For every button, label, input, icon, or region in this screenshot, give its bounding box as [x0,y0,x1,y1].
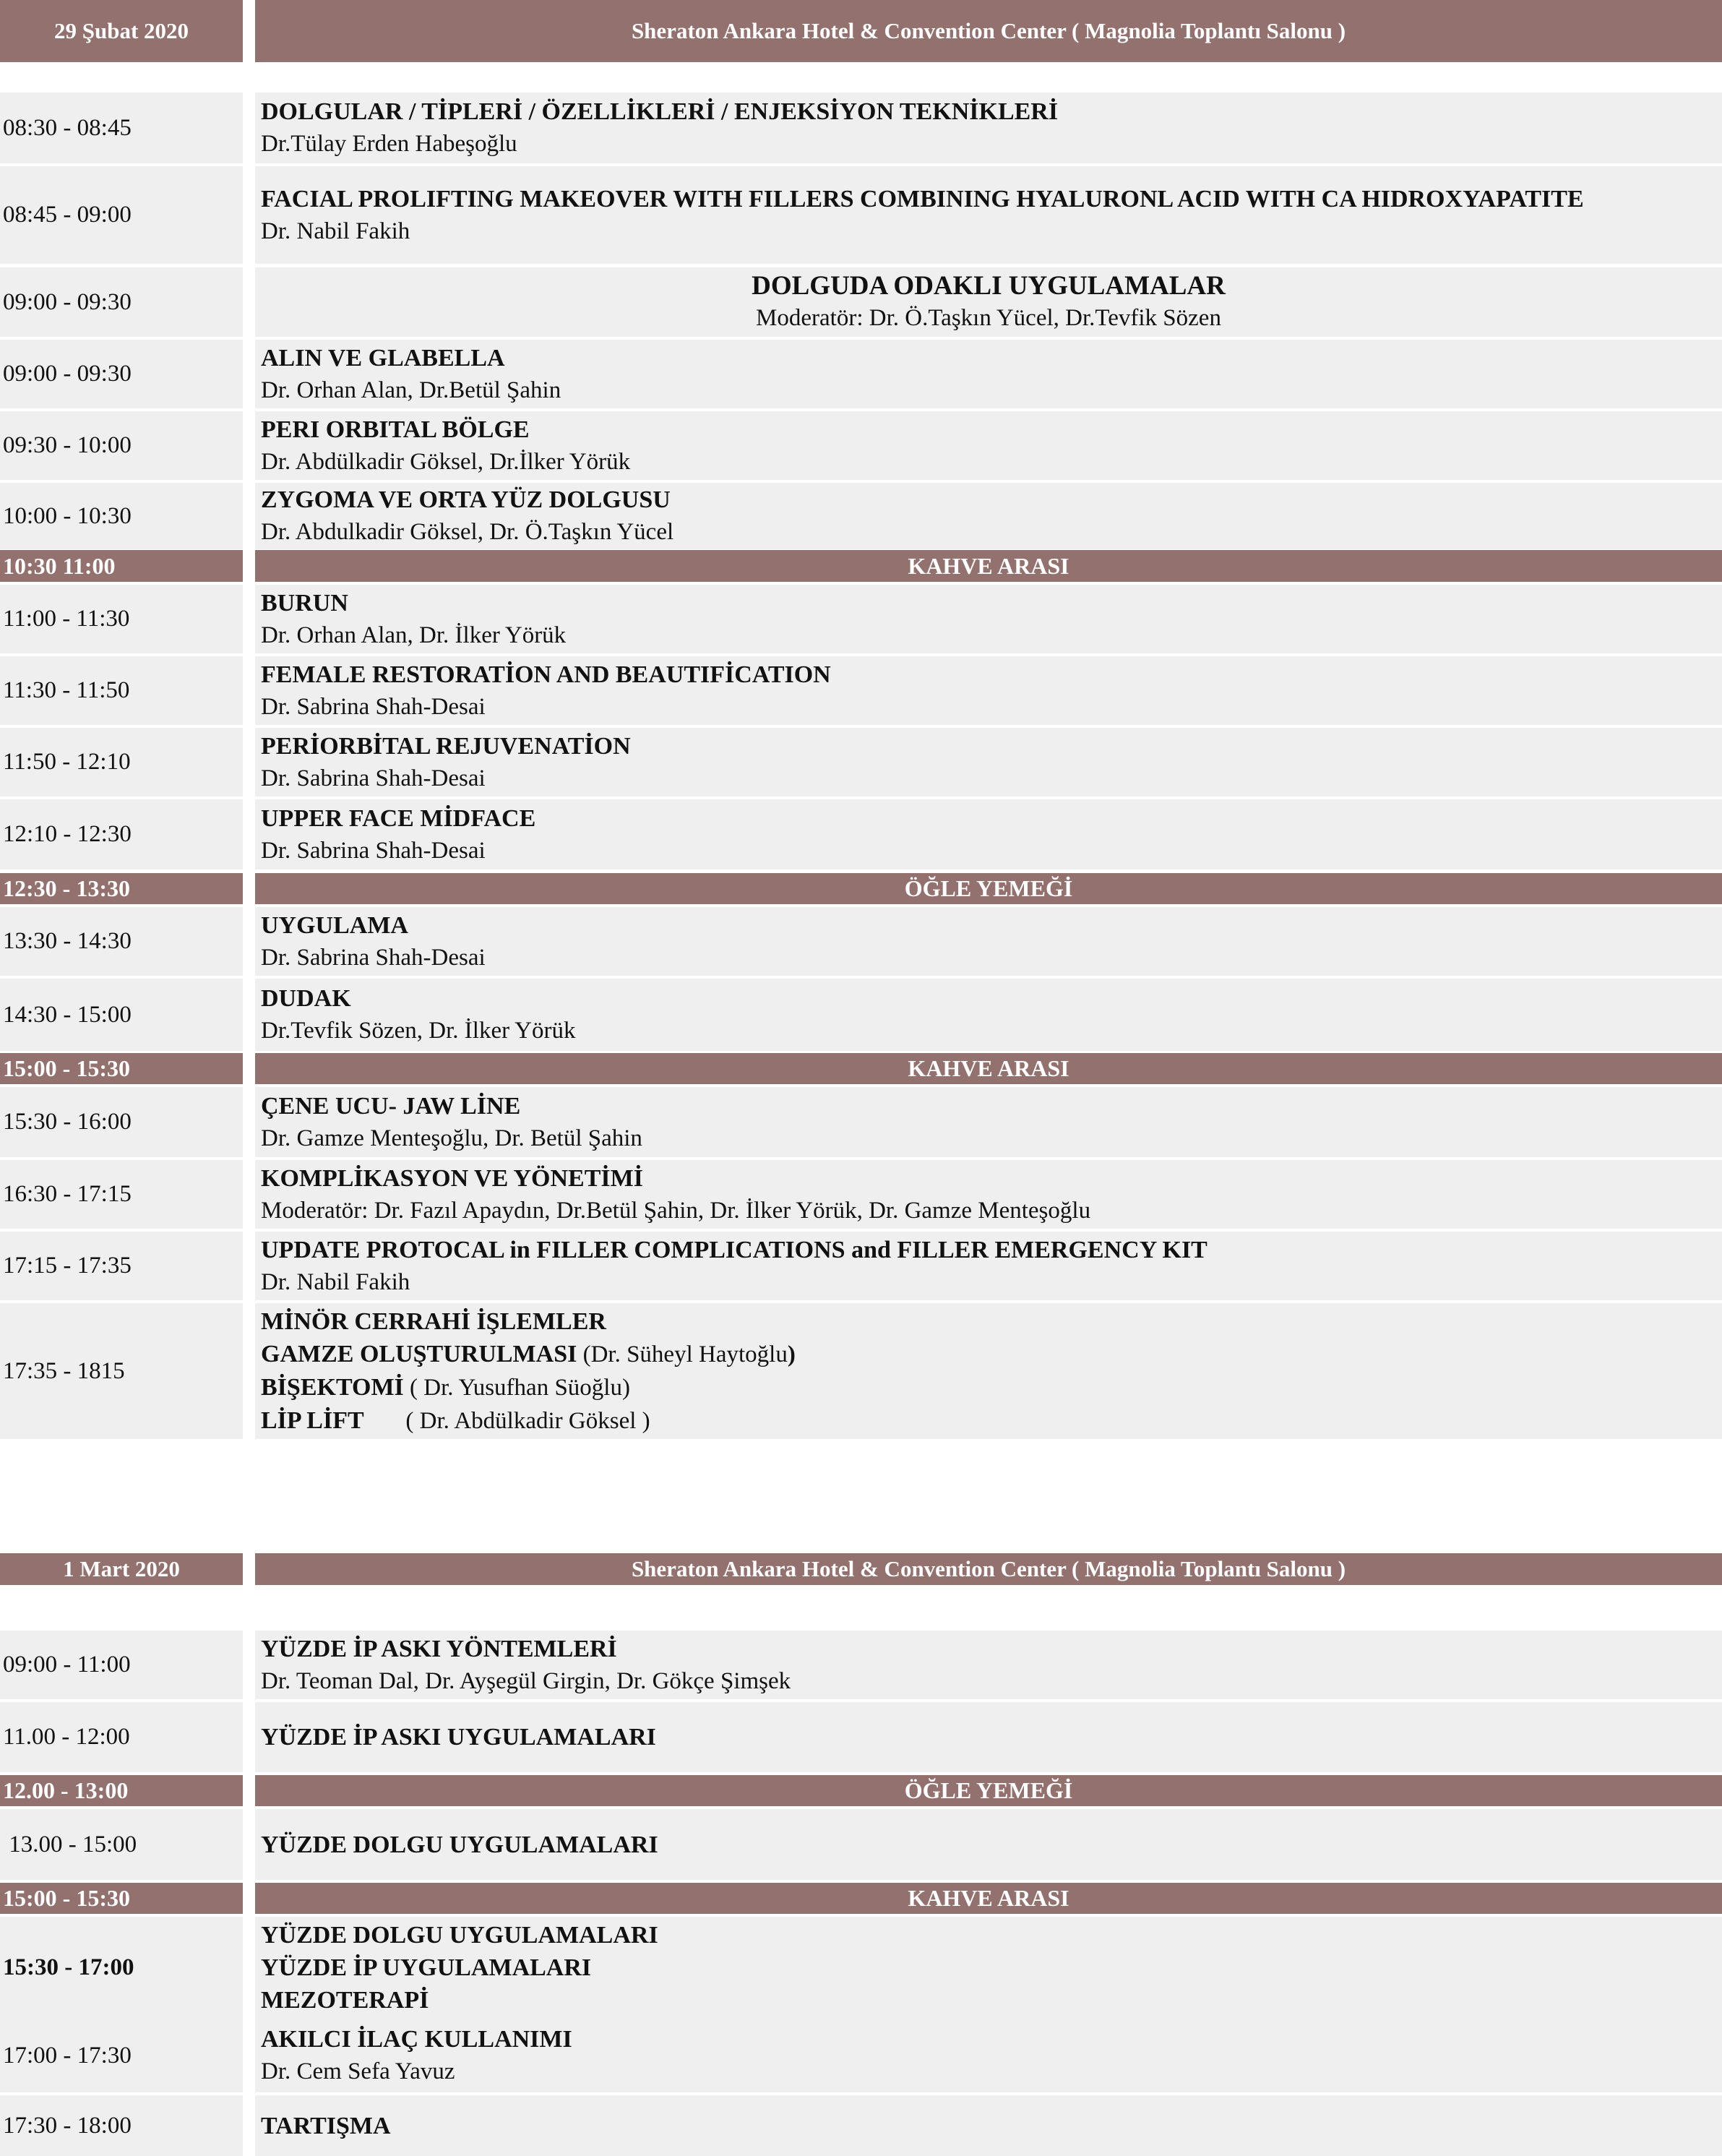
procedure-name: BİŞEKTOMİ [261,1373,404,1401]
session-title: MİNÖR CERRAHİ İŞLEMLER [261,1307,606,1335]
procedure-speaker: ( Dr. Abdülkadir Göksel ) [363,1407,650,1434]
row-content [255,2095,1722,2156]
session-title: UPPER FACE MİDFACE [261,804,536,832]
session-title: DOLGULAR / TİPLERİ / ÖZELLİKLERİ / ENJEKSİYON TEKNİKLERİ [261,98,1059,125]
schedule-row [0,166,1722,264]
row-content [255,656,1722,725]
session-speakers: Dr. Gamze Menteşoğlu, Dr. Betül Şahin [261,1125,642,1151]
section-moderators: Moderatör: Dr. Ö.Taşkın Yücel, Dr.Tevfik Sözen [756,305,1221,331]
row-time: 09:00 - 09:30 [0,267,243,337]
procedure-name: LİP LİFT [261,1406,364,1434]
schedule-row [0,2019,1722,2092]
session-title: YÜZDE İP UYGULAMALARI [261,1954,592,1981]
schedule-row [0,1232,1722,1300]
break-label: ÖĞLE YEMEĞİ [255,1775,1722,1806]
break-row [0,873,1722,904]
row-time: 13.00 - 15:00 [0,1809,243,1880]
session-speakers: Dr. Orhan Alan, Dr.Betül Şahin [261,377,561,403]
session-title: YÜZDE DOLGU UYGULAMALARI [261,1922,658,1949]
session-title: DUDAK [261,985,351,1012]
session-title: UYGULAMA [261,911,408,939]
session-speakers: Dr. Sabrina Shah-Desai [261,765,486,791]
session-title: KOMPLİKASYON VE YÖNETİMİ [261,1164,643,1192]
procedure-paren: ) [787,1341,796,1367]
row-content [255,2019,1722,2092]
row-time: 13:30 - 14:30 [0,907,243,976]
schedule-row [0,1702,1722,1772]
session-speakers: Dr. Nabil Fakih [261,1268,410,1295]
session-speakers: Dr. Abdulkadir Göksel, Dr. Ö.Taşkın Yücel [261,519,674,545]
row-time: 11:00 - 11:30 [0,585,243,653]
row-content [255,1631,1722,1699]
schedule-row [0,979,1722,1051]
procedure-speaker: ( Dr. Yusufhan Süoğlu) [403,1374,630,1401]
session-title: YÜZDE DOLGU UYGULAMALARI [261,1831,658,1858]
schedule-row-section [0,267,1722,337]
procedure-speaker: (Dr. Süheyl Haytoğlu [577,1341,788,1367]
row-time: 08:45 - 09:00 [0,166,243,264]
row-content [255,340,1722,408]
row-time: 11:50 - 12:10 [0,728,243,796]
row-content [255,483,1722,549]
session-moderators: Moderatör: Dr. Fazıl Apaydın, Dr.Betül Şahin, Dr. İlker Yörük, Dr. Gamze Menteşoğlu [261,1197,1091,1224]
day2-date: 1 Mart 2020 [0,1553,243,1585]
session-title: UPDATE PROTOCAL in FILLER COMPLICATIONS and FILLER EMERGENCY KIT [261,1236,1207,1263]
schedule-row [0,728,1722,796]
row-content [255,1809,1722,1880]
schedule-row [0,799,1722,869]
section-title: DOLGUDA ODAKLI UYGULAMALAR [752,271,1226,301]
procedure-name: GAMZE OLUŞTURULMASI [261,1340,577,1367]
schedule-row [0,1087,1722,1157]
schedule-row [0,1631,1722,1699]
row-content [255,907,1722,976]
schedule-row [0,1809,1722,1880]
break-time: 12.00 - 13:00 [0,1775,243,1806]
procedure-line [261,1404,1722,1438]
break-label: KAHVE ARASI [255,550,1722,582]
session-speakers: Dr. Sabrina Shah-Desai [261,837,486,864]
session-title: TARTIŞMA [261,2112,391,2139]
session-speakers: Dr. Sabrina Shah-Desai [261,693,486,720]
procedure-line [261,1371,1722,1404]
schedule-row [0,907,1722,976]
row-content [255,411,1722,480]
break-label: KAHVE ARASI [255,1883,1722,1914]
procedure-line [261,1338,1722,1371]
session-speakers: Dr. Teoman Dal, Dr. Ayşegül Girgin, Dr. Gökçe Şimşek [261,1667,791,1694]
session-speakers: Dr. Orhan Alan, Dr. İlker Yörük [261,622,567,648]
session-speakers: Dr. Abdülkadir Göksel, Dr.İlker Yörük [261,448,631,475]
schedule-row [0,93,1722,163]
session-title: FACIAL PROLIFTING MAKEOVER WITH FILLERS COMBINING HYALURONL ACID WITH CA HIDROXYAPATITE [261,185,1584,212]
row-time: 16:30 - 17:15 [0,1160,243,1229]
break-time: 12:30 - 13:30 [0,873,243,904]
row-time: 17:15 - 17:35 [0,1232,243,1300]
day1-date: 29 Şubat 2020 [0,0,243,62]
session-title: YÜZDE İP ASKI YÖNTEMLERİ [261,1635,617,1662]
schedule-row [0,1303,1722,1439]
row-time: 11:30 - 11:50 [0,656,243,725]
row-content [255,979,1722,1051]
session-speakers: Dr. Nabil Fakih [261,218,410,244]
session-title: PERİORBİTAL REJUVENATİON [261,732,631,760]
session-title: FEMALE RESTORATİON AND BEAUTIFİCATION [261,661,831,688]
session-speakers: Dr.Tevfik Sözen, Dr. İlker Yörük [261,1018,576,1044]
row-time: 15:30 - 16:00 [0,1087,243,1157]
schedule-row [0,2095,1722,2156]
break-label: KAHVE ARASI [255,1053,1722,1084]
session-speakers: Dr. Cem Sefa Yavuz [261,2058,455,2084]
break-label: ÖĞLE YEMEĞİ [255,873,1722,904]
session-title: MEZOTERAPİ [261,1987,429,2014]
break-time: 10:30 11:00 [0,550,243,582]
row-time: 17:35 - 1815 [0,1303,243,1439]
schedule-row [0,656,1722,725]
row-content [255,1917,1722,2019]
session-title: ALIN VE GLABELLA [261,344,505,371]
row-time: 09:00 - 09:30 [0,340,243,408]
break-time: 15:00 - 15:30 [0,1883,243,1914]
row-content [255,1702,1722,1772]
row-time: 11.00 - 12:00 [0,1702,243,1772]
session-title: BURUN [261,589,348,617]
row-content [255,1160,1722,1229]
row-content [255,1232,1722,1300]
session-title: AKILCI İLAÇ KULLANIMI [261,2026,572,2053]
break-time: 15:00 - 15:30 [0,1053,243,1084]
schedule-row [0,411,1722,480]
row-content [255,728,1722,796]
break-row [0,1775,1722,1806]
break-row [0,1053,1722,1084]
row-time: 12:10 - 12:30 [0,799,243,869]
session-title: ZYGOMA VE ORTA YÜZ DOLGUSU [261,486,671,513]
session-title: PERI ORBITAL BÖLGE [261,416,530,443]
row-content [255,799,1722,869]
session-speakers: Dr. Sabrina Shah-Desai [261,944,486,971]
row-content [255,93,1722,163]
row-content [255,166,1722,264]
row-time: 14:30 - 15:00 [0,979,243,1051]
row-time: 15:30 - 17:00 [0,1917,243,2019]
schedule-row [0,1160,1722,1229]
session-title: YÜZDE İP ASKI UYGULAMALARI [261,1724,656,1751]
row-content [255,1303,1722,1439]
row-time: 09:00 - 11:00 [0,1631,243,1699]
break-row [0,550,1722,582]
schedule-row [0,1917,1722,2019]
row-time: 09:30 - 10:00 [0,411,243,480]
session-speakers: Dr.Tülay Erden Habeşoğlu [261,131,517,157]
schedule-row [0,585,1722,653]
row-time: 17:30 - 18:00 [0,2095,243,2156]
row-time: 10:00 - 10:30 [0,483,243,549]
row-content [255,1087,1722,1157]
day2-venue: Sheraton Ankara Hotel & Convention Center ( Magnolia Toplantı Salonu ) [255,1553,1722,1585]
break-row [0,1883,1722,1914]
session-title: ÇENE UCU- JAW LİNE [261,1092,521,1120]
day1-header [0,0,1722,62]
schedule-row [0,340,1722,408]
row-time: 17:00 - 17:30 [0,2019,243,2092]
day2-header [0,1553,1722,1585]
row-time: 08:30 - 08:45 [0,93,243,163]
schedule-row [0,483,1722,549]
day1-venue: Sheraton Ankara Hotel & Convention Center ( Magnolia Toplantı Salonu ) [255,0,1722,62]
row-content [255,585,1722,653]
row-content [255,267,1722,337]
